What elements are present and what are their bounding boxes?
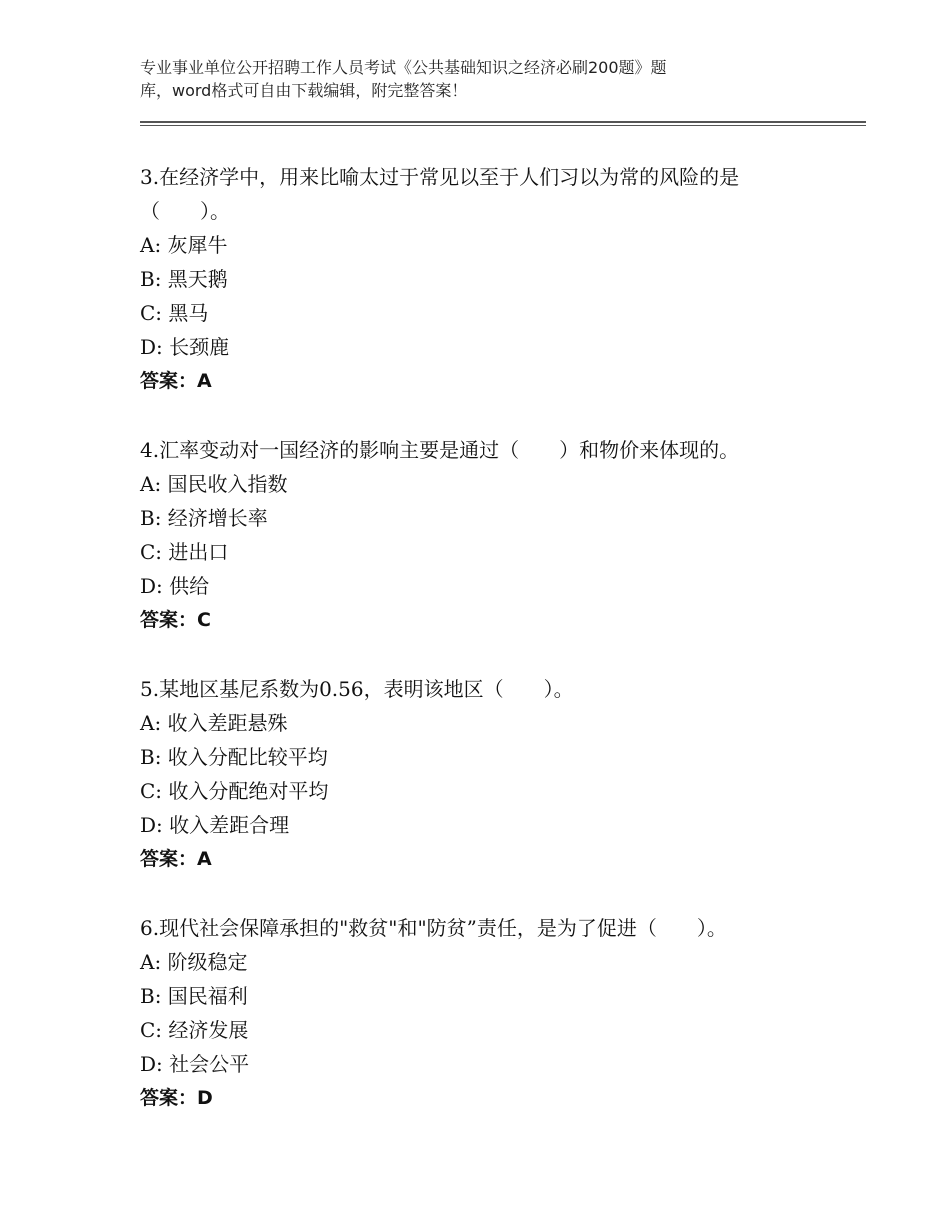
option-a: A: 灰犀牛 xyxy=(140,233,228,257)
option-c: C: 进出口 xyxy=(140,540,229,564)
header-title-line-1: 专业事业单位公开招聘工作人员考试《公共基础知识之经济必刷200题》题 xyxy=(140,58,667,77)
question-stem: 4.汇率变动对一国经济的影响主要是通过（ ）和物价来体现的。 xyxy=(140,438,740,462)
question-stem: 3.在经济学中，用来比喻太过于常见以至于人们习以为常的风险的是 xyxy=(140,165,740,189)
option-d: D: 社会公平 xyxy=(140,1052,250,1076)
option-c: C: 黑马 xyxy=(140,301,209,325)
option-b: B: 经济增长率 xyxy=(140,506,268,530)
question-stem-continued: （ ）。 xyxy=(140,199,230,223)
option-b: B: 收入分配比较平均 xyxy=(140,745,328,769)
question-5 xyxy=(140,672,840,876)
option-a: A: 国民收入指数 xyxy=(140,472,288,496)
question-stem: 6.现代社会保障承担的"救贫"和"防贫”责任，是为了促进（ ）。 xyxy=(140,916,727,940)
header-divider-thin xyxy=(140,125,866,126)
option-b: B: 国民福利 xyxy=(140,984,248,1008)
document-header xyxy=(140,56,760,102)
question-6 xyxy=(140,911,840,1115)
answer: 答案：D xyxy=(140,1087,213,1109)
header-divider xyxy=(140,121,866,123)
question-stem: 5.某地区基尼系数为0.56，表明该地区（ ）。 xyxy=(140,677,574,701)
header-title-line-2: 库，word格式可自由下载编辑，附完整答案！ xyxy=(140,81,468,100)
option-b: B: 黑天鹅 xyxy=(140,267,228,291)
answer: 答案：A xyxy=(140,848,212,870)
answer: 答案：A xyxy=(140,370,212,392)
option-c: C: 收入分配绝对平均 xyxy=(140,779,329,803)
option-d: D: 收入差距合理 xyxy=(140,813,290,837)
answer: 答案：C xyxy=(140,609,211,631)
option-d: D: 长颈鹿 xyxy=(140,335,230,359)
option-c: C: 经济发展 xyxy=(140,1018,249,1042)
question-4 xyxy=(140,433,840,637)
option-a: A: 收入差距悬殊 xyxy=(140,711,288,735)
option-a: A: 阶级稳定 xyxy=(140,950,248,974)
option-d: D: 供给 xyxy=(140,574,210,598)
question-3 xyxy=(140,160,840,398)
